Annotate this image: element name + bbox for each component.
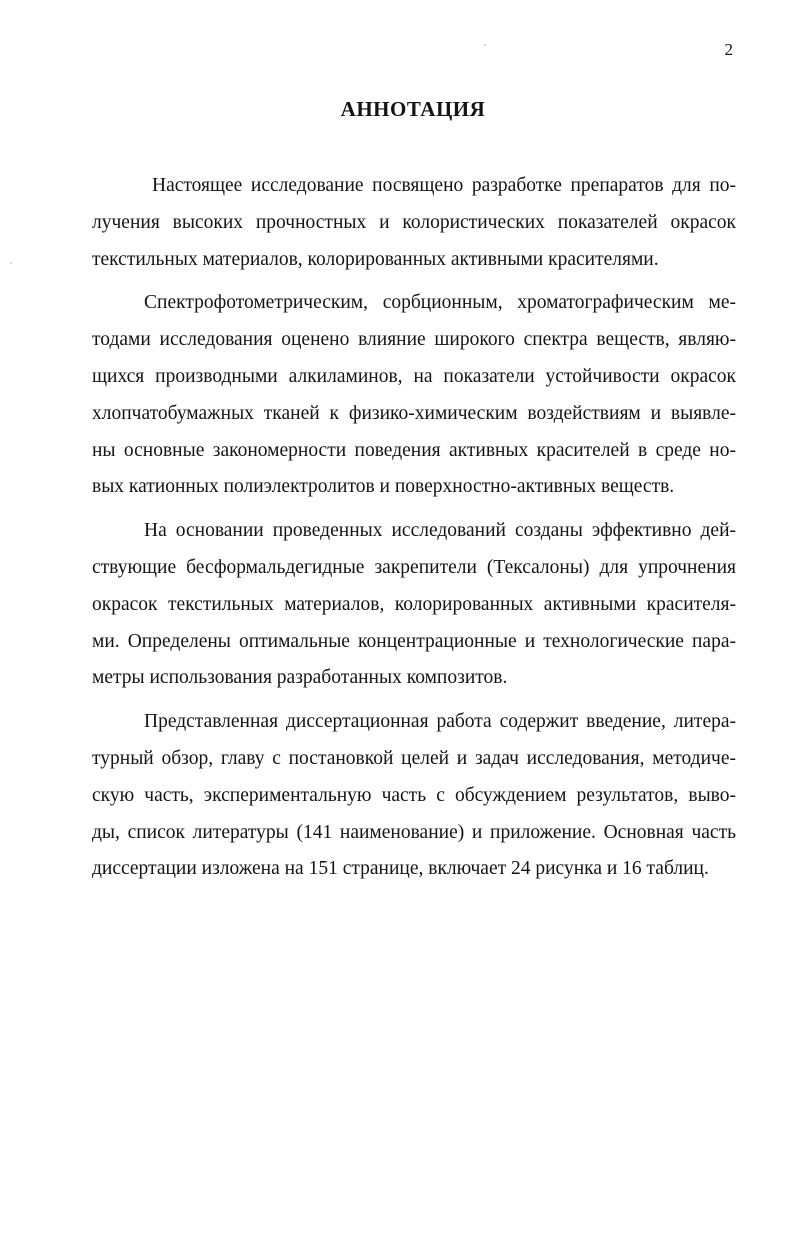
text-line: тодами исследования оценено влияние широкого спектра веществ, являю-: [92, 329, 736, 351]
text-line: На основании проведенных исследований созданы эффективно дей-: [144, 520, 736, 542]
text-line: Настоящее исследование посвящено разработке препаратов для по-: [152, 175, 736, 196]
text-line: скую часть, экспериментальную часть с обсуждением результатов, выво-: [92, 784, 736, 806]
text-line: ны основные закономерности поведения активных красителей в среде но-: [92, 439, 736, 461]
text-line: ды, список литературы (141 наименование) и приложение. Основная часть: [92, 821, 736, 843]
text-line: Представленная диссертационная работа содержит введение, литера-: [144, 711, 736, 733]
text-line: вых катионных полиэлектролитов и поверхностно-активных веществ.: [92, 476, 675, 498]
page-number: 2: [724, 40, 733, 59]
text-line: окрасок текстильных материалов, колорированных активными красителя-: [92, 593, 736, 615]
text-line: ствующие бесформальдегидные закрепители (Тексалоны) для упрочнения: [92, 556, 736, 578]
text-line: текстильных материалов, колорированных активными красителями.: [92, 248, 659, 270]
text-line: щихся производными алкиламинов, на показатели устойчивости окрасок: [92, 365, 736, 387]
text-line: Спектрофотометрическим, сорбционным, хроматографическим ме-: [144, 292, 736, 314]
text-line: диссертации изложена на 151 странице, включает 24 рисунка и 16 таблиц.: [92, 858, 709, 880]
text-line: хлопчатобумажных тканей к физико-химическим воздействиям и выявле-: [92, 402, 736, 424]
text-line: метры использования разработанных композитов.: [92, 667, 508, 689]
paragraph-1: [92, 168, 736, 278]
text-line: лучения высоких прочностных и колористических показателей окрасок: [92, 211, 736, 233]
abstract-body: [92, 168, 736, 888]
text-line: турный обзор, главу с постановкой целей и задач исследования, методиче-: [92, 747, 736, 769]
text-line: ми. Определены оптимальные концентрационные и технологические пара-: [92, 630, 736, 652]
page-title: АННОТАЦИЯ: [340, 97, 486, 121]
paragraph-2: [92, 285, 736, 506]
scan-speck: [484, 44, 486, 46]
paragraph-4: [92, 704, 736, 888]
paragraph-3: [92, 513, 736, 697]
scan-speck: [10, 262, 12, 264]
